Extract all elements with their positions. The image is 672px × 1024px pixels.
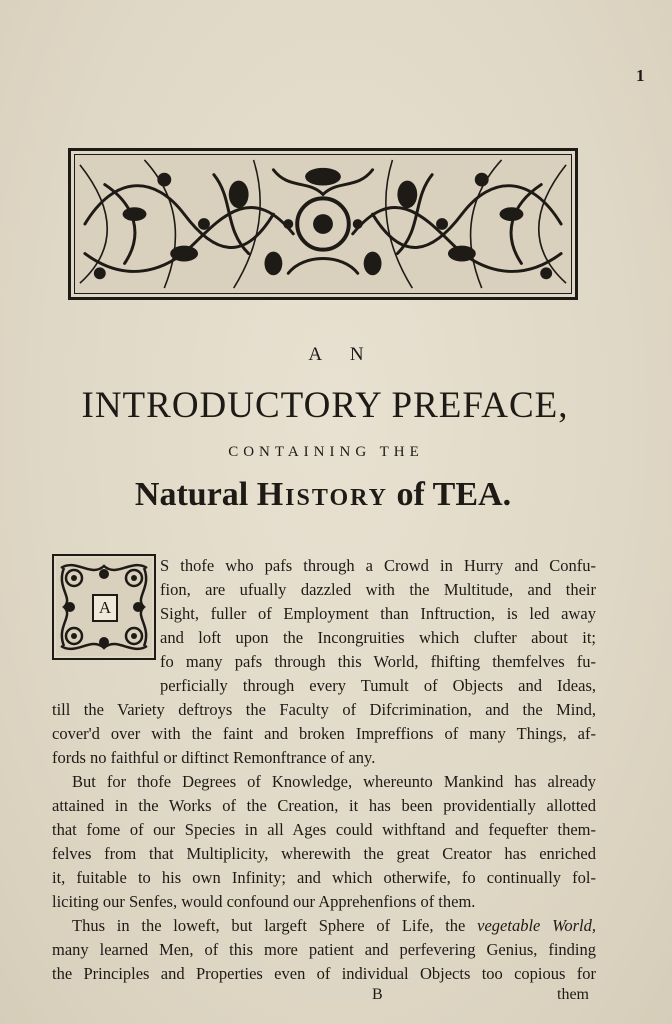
heading-an: A N (308, 344, 376, 365)
body-line-14: it, fuitable to his own Infinity; and which otherwife, fo continually fol- (52, 868, 596, 887)
subtitle-part-tea: TEA. (432, 476, 512, 513)
floral-headpiece-icon (75, 155, 571, 293)
body-line-11: attained in the Works of the Creation, it has been providentially allotted (52, 796, 596, 815)
headpiece-ornament (68, 148, 578, 300)
italic-vegetable-world: vegetable World, (477, 916, 597, 935)
subtitle-part-of: of (387, 476, 433, 513)
body-line-1: S thofe who pafs through a Crowd in Hurry and Confu- (160, 556, 596, 575)
body-line-8: cover'd over with the faint and broken Impreffions of many Things, af- (52, 724, 596, 743)
body-line-16 (72, 914, 596, 938)
body-line-9: fords no faithful or diftinct Remonftrance of any. (52, 748, 376, 767)
body-line-12: that fome of our Species in all Ages could withftand and fequefter them- (52, 820, 596, 839)
body-line-18: the Principles and Properties even of individual Objects too copious for (52, 964, 596, 983)
body-line-4: and loft upon the Incongruities which clufter about it; (160, 628, 596, 647)
body-line-5: fo many pafs through this World, fhifting themfelves fu- (160, 652, 596, 671)
catchword: them (557, 986, 589, 1003)
heading-title: INTRODUCTORY PREFACE, (81, 385, 569, 426)
body-line-16-text: Thus in the loweft, but largeft Sphere of Life, the (72, 916, 478, 935)
heading-containing: CONTAINING THE (228, 444, 424, 460)
body-line-7: till the Variety deftroys the Faculty of Difcrimination, and the Mind, (52, 700, 596, 719)
body-line-17: many learned Men, of this more patient and perfevering Genius, finding (52, 940, 596, 959)
body-line-2: fion, are ufually dazzled with the Multitude, and their (160, 580, 596, 599)
body-line-6: perficially through every Tumult of Objects and Ideas, (160, 676, 596, 695)
subtitle-part-natural: Natural (134, 476, 257, 513)
drop-cap-ornament (52, 554, 156, 660)
page-number: 1 (636, 66, 645, 85)
body-line-13: felves from that Multiplicity, wherewith the great Creator has enriched (52, 844, 596, 863)
subtitle-part-history: History (256, 476, 388, 513)
drop-cap-letter: A (92, 594, 118, 622)
body-line-15: liciting our Senfes, would confound our Apprehenfions of them. (52, 892, 476, 911)
body-line-3: Sight, fuller of Employment than Inftruction, is led away (160, 604, 596, 623)
heading-subtitle (0, 476, 646, 514)
signature-mark: B (372, 986, 383, 1003)
body-line-10: But for thofe Degrees of Knowledge, whereunto Mankind has already (72, 772, 596, 791)
